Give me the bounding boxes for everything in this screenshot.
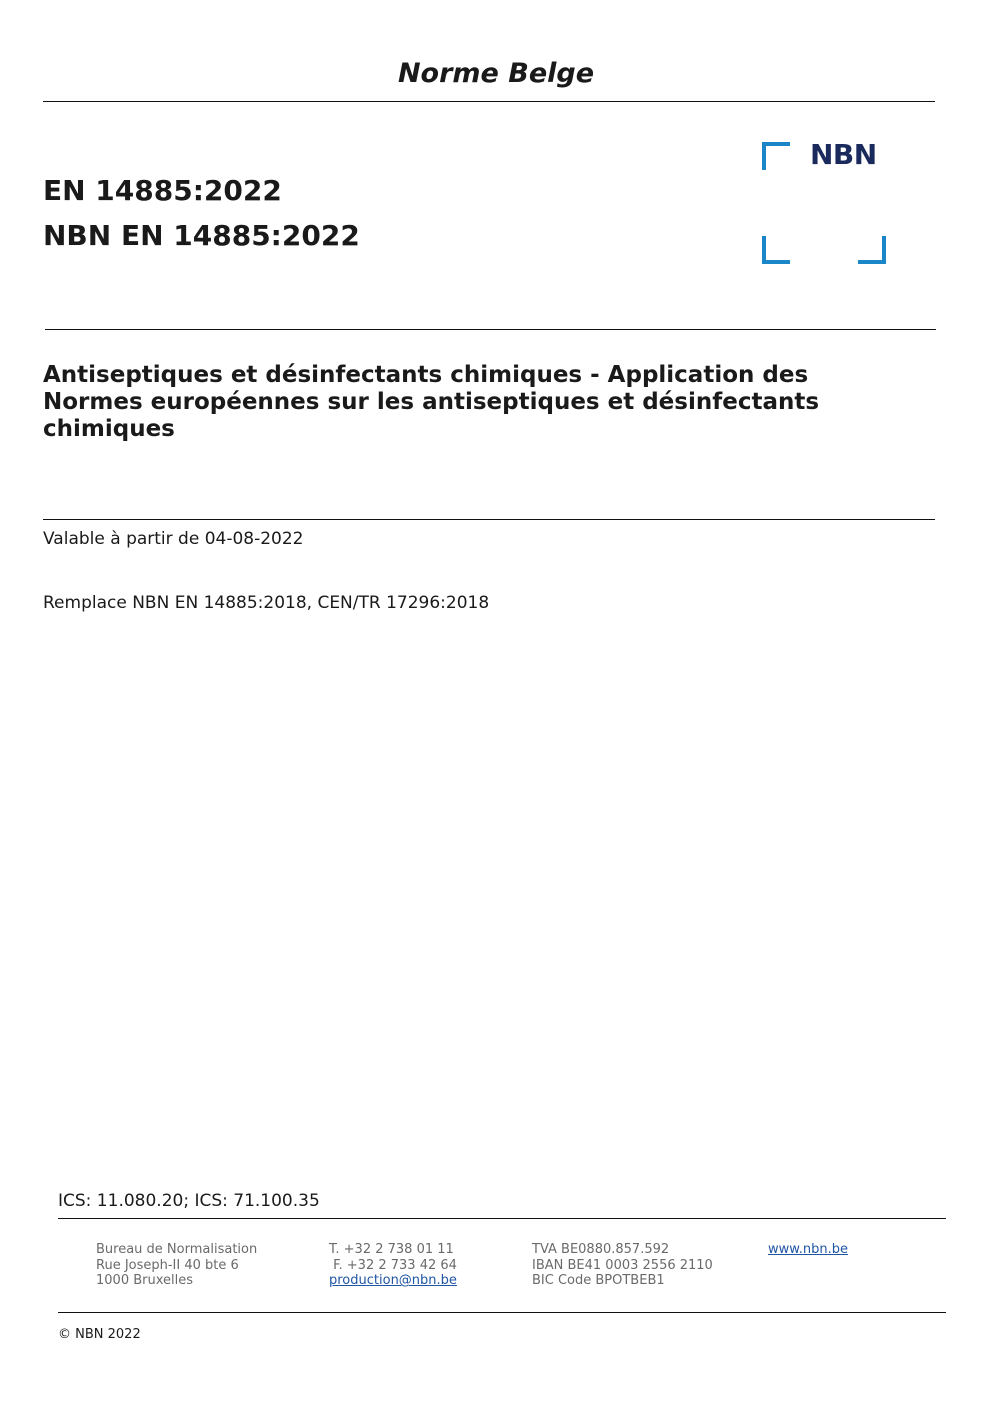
header-rule <box>43 101 935 102</box>
logo-text: NBN <box>810 138 877 171</box>
footer-top-rule <box>58 1218 946 1219</box>
replaces: Remplace NBN EN 14885:2018, CEN/TR 17296:2018 <box>43 593 490 613</box>
fax-number: F. +32 2 733 42 64 <box>329 1257 457 1273</box>
title-bottom-rule <box>43 519 935 520</box>
logo-bracket-bottom-right <box>858 236 886 264</box>
phone-number: T. +32 2 738 01 11 <box>329 1242 454 1257</box>
website-link[interactable]: www.nbn.be <box>768 1242 848 1257</box>
nbn-code: NBN EN 14885:2022 <box>43 219 360 252</box>
address-line: Bureau de Normalisation <box>96 1242 258 1257</box>
iban: IBAN BE41 0003 2556 2110 <box>532 1257 713 1273</box>
copyright: © NBN 2022 <box>58 1327 141 1342</box>
logo-bracket-bottom-left <box>762 236 790 264</box>
footer-banking <box>532 1242 713 1289</box>
header-title: Norme Belge <box>397 58 595 89</box>
address-line: 1000 Bruxelles <box>96 1273 194 1289</box>
nbn-logo <box>762 140 886 264</box>
footer-contact <box>329 1242 457 1289</box>
bic-code: BIC Code BPOTBEB1 <box>532 1273 665 1289</box>
email-link[interactable]: production@nbn.be <box>329 1273 457 1289</box>
title-top-rule <box>45 329 936 330</box>
address-line: Rue Joseph-II 40 bte 6 <box>96 1257 239 1273</box>
document-title: Antiseptiques et désinfectants chimiques - Application des Normes européennes sur les antiseptiques et désinfectants chimiques <box>43 362 820 442</box>
valid-from: Valable à partir de 04-08-2022 <box>43 529 304 549</box>
en-code: EN 14885:2022 <box>43 174 282 207</box>
ics-codes: ICS: 11.080.20; ICS: 71.100.35 <box>58 1191 320 1211</box>
footer-address <box>96 1242 257 1289</box>
vat-number: TVA BE0880.857.592 <box>532 1242 670 1257</box>
footer-bottom-rule <box>58 1312 946 1313</box>
logo-bracket-top-left <box>762 142 790 170</box>
footer-web <box>768 1242 848 1258</box>
